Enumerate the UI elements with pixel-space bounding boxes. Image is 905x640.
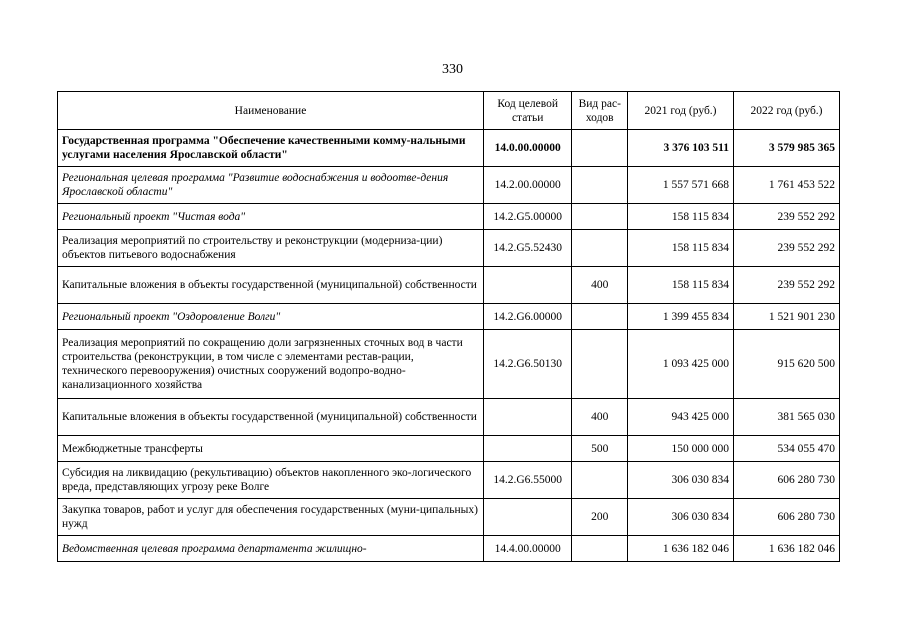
table-body (58, 130, 840, 562)
header-name: Наименование (58, 92, 484, 130)
header-type: Вид рас-ходов (572, 92, 628, 130)
row-2022-amount-cell: 239 552 292 (733, 204, 839, 230)
row-code-cell (483, 267, 571, 304)
budget-table (57, 91, 840, 562)
row-name-cell: Капитальные вложения в объекты государственной (муниципальной) собственности (58, 267, 484, 304)
row-expense-type-cell (572, 462, 628, 499)
row-2022-amount-cell: 239 552 292 (733, 230, 839, 267)
row-code-cell: 14.2.G5.52430 (483, 230, 571, 267)
row-2021-amount-cell: 150 000 000 (628, 436, 734, 462)
row-code-cell: 14.2.00.00000 (483, 167, 571, 204)
row-2022-amount-cell: 606 280 730 (733, 462, 839, 499)
row-code-cell: 14.2.G6.55000 (483, 462, 571, 499)
row-expense-type-cell (572, 536, 628, 562)
row-2022-amount-cell: 915 620 500 (733, 330, 839, 399)
row-expense-type-cell (572, 167, 628, 204)
table-row (58, 399, 840, 436)
header-code: Код целевой статьи (483, 92, 571, 130)
row-2021-amount-cell: 158 115 834 (628, 230, 734, 267)
table-row (58, 436, 840, 462)
row-code-cell (483, 499, 571, 536)
row-expense-type-cell: 200 (572, 499, 628, 536)
row-expense-type-cell: 500 (572, 436, 628, 462)
row-expense-type-cell: 400 (572, 267, 628, 304)
row-code-cell: 14.2.G5.00000 (483, 204, 571, 230)
row-code-cell: 14.4.00.00000 (483, 536, 571, 562)
row-name-cell: Ведомственная целевая программа департамента жилищно- (58, 536, 484, 562)
row-name-cell: Межбюджетные трансферты (58, 436, 484, 462)
header-year-2021: 2021 год (руб.) (628, 92, 734, 130)
table-row (58, 536, 840, 562)
row-expense-type-cell (572, 330, 628, 399)
table-row (58, 204, 840, 230)
page-number: 330 (442, 62, 463, 77)
row-name-cell: Закупка товаров, работ и услуг для обеспечения государственных (муни-ципальных) нужд (58, 499, 484, 536)
row-2022-amount-cell: 1 636 182 046 (733, 536, 839, 562)
row-name-cell: Региональный проект "Чистая вода" (58, 204, 484, 230)
row-2021-amount-cell: 158 115 834 (628, 267, 734, 304)
row-name-cell: Государственная программа "Обеспечение качественными комму-нальными услугами населения Ярославской области" (58, 130, 484, 167)
row-name-cell: Капитальные вложения в объекты государственной (муниципальной) собственности (58, 399, 484, 436)
row-2021-amount-cell: 1 399 455 834 (628, 304, 734, 330)
row-2021-amount-cell: 306 030 834 (628, 462, 734, 499)
row-2021-amount-cell: 306 030 834 (628, 499, 734, 536)
row-2021-amount-cell: 158 115 834 (628, 204, 734, 230)
table-row (58, 267, 840, 304)
row-name-cell: Субсидия на ликвидацию (рекультивацию) объектов накопленного эко-логического вреда, представляющих угрозу реке Волге (58, 462, 484, 499)
row-2022-amount-cell: 1 521 901 230 (733, 304, 839, 330)
table-row (58, 167, 840, 204)
table-row (58, 304, 840, 330)
row-name-cell: Региональный проект "Оздоровление Волги" (58, 304, 484, 330)
row-2022-amount-cell: 3 579 985 365 (733, 130, 839, 167)
row-code-cell: 14.0.00.00000 (483, 130, 571, 167)
row-code-cell (483, 399, 571, 436)
table-row (58, 499, 840, 536)
row-2021-amount-cell: 1 557 571 668 (628, 167, 734, 204)
table-header-row (58, 92, 840, 130)
row-expense-type-cell (572, 230, 628, 267)
table-row (58, 330, 840, 399)
row-expense-type-cell (572, 130, 628, 167)
row-name-cell: Региональная целевая программа "Развитие водоснабжения и водоотве-дения Ярославской области" (58, 167, 484, 204)
row-expense-type-cell (572, 304, 628, 330)
table-row (58, 130, 840, 167)
row-name-cell: Реализация мероприятий по сокращению доли загрязненных сточных вод в части строительства (реконструкции, в том числе с элементами рестав-рации, технического перевооружения) очистных сооружений водопро-водно-канализационного хозяйства (58, 330, 484, 399)
row-2021-amount-cell: 1 093 425 000 (628, 330, 734, 399)
row-2022-amount-cell: 1 761 453 522 (733, 167, 839, 204)
row-code-cell: 14.2.G6.50130 (483, 330, 571, 399)
row-2022-amount-cell: 606 280 730 (733, 499, 839, 536)
row-name-cell: Реализация мероприятий по строительству и реконструкции (модерниза-ции) объектов питьевого водоснабжения (58, 230, 484, 267)
table-row (58, 230, 840, 267)
row-2022-amount-cell: 381 565 030 (733, 399, 839, 436)
header-year-2022: 2022 год (руб.) (733, 92, 839, 130)
row-expense-type-cell: 400 (572, 399, 628, 436)
row-2022-amount-cell: 534 055 470 (733, 436, 839, 462)
row-code-cell (483, 436, 571, 462)
row-2022-amount-cell: 239 552 292 (733, 267, 839, 304)
row-expense-type-cell (572, 204, 628, 230)
row-code-cell: 14.2.G6.00000 (483, 304, 571, 330)
row-2021-amount-cell: 943 425 000 (628, 399, 734, 436)
row-2021-amount-cell: 1 636 182 046 (628, 536, 734, 562)
row-2021-amount-cell: 3 376 103 511 (628, 130, 734, 167)
table-row (58, 462, 840, 499)
